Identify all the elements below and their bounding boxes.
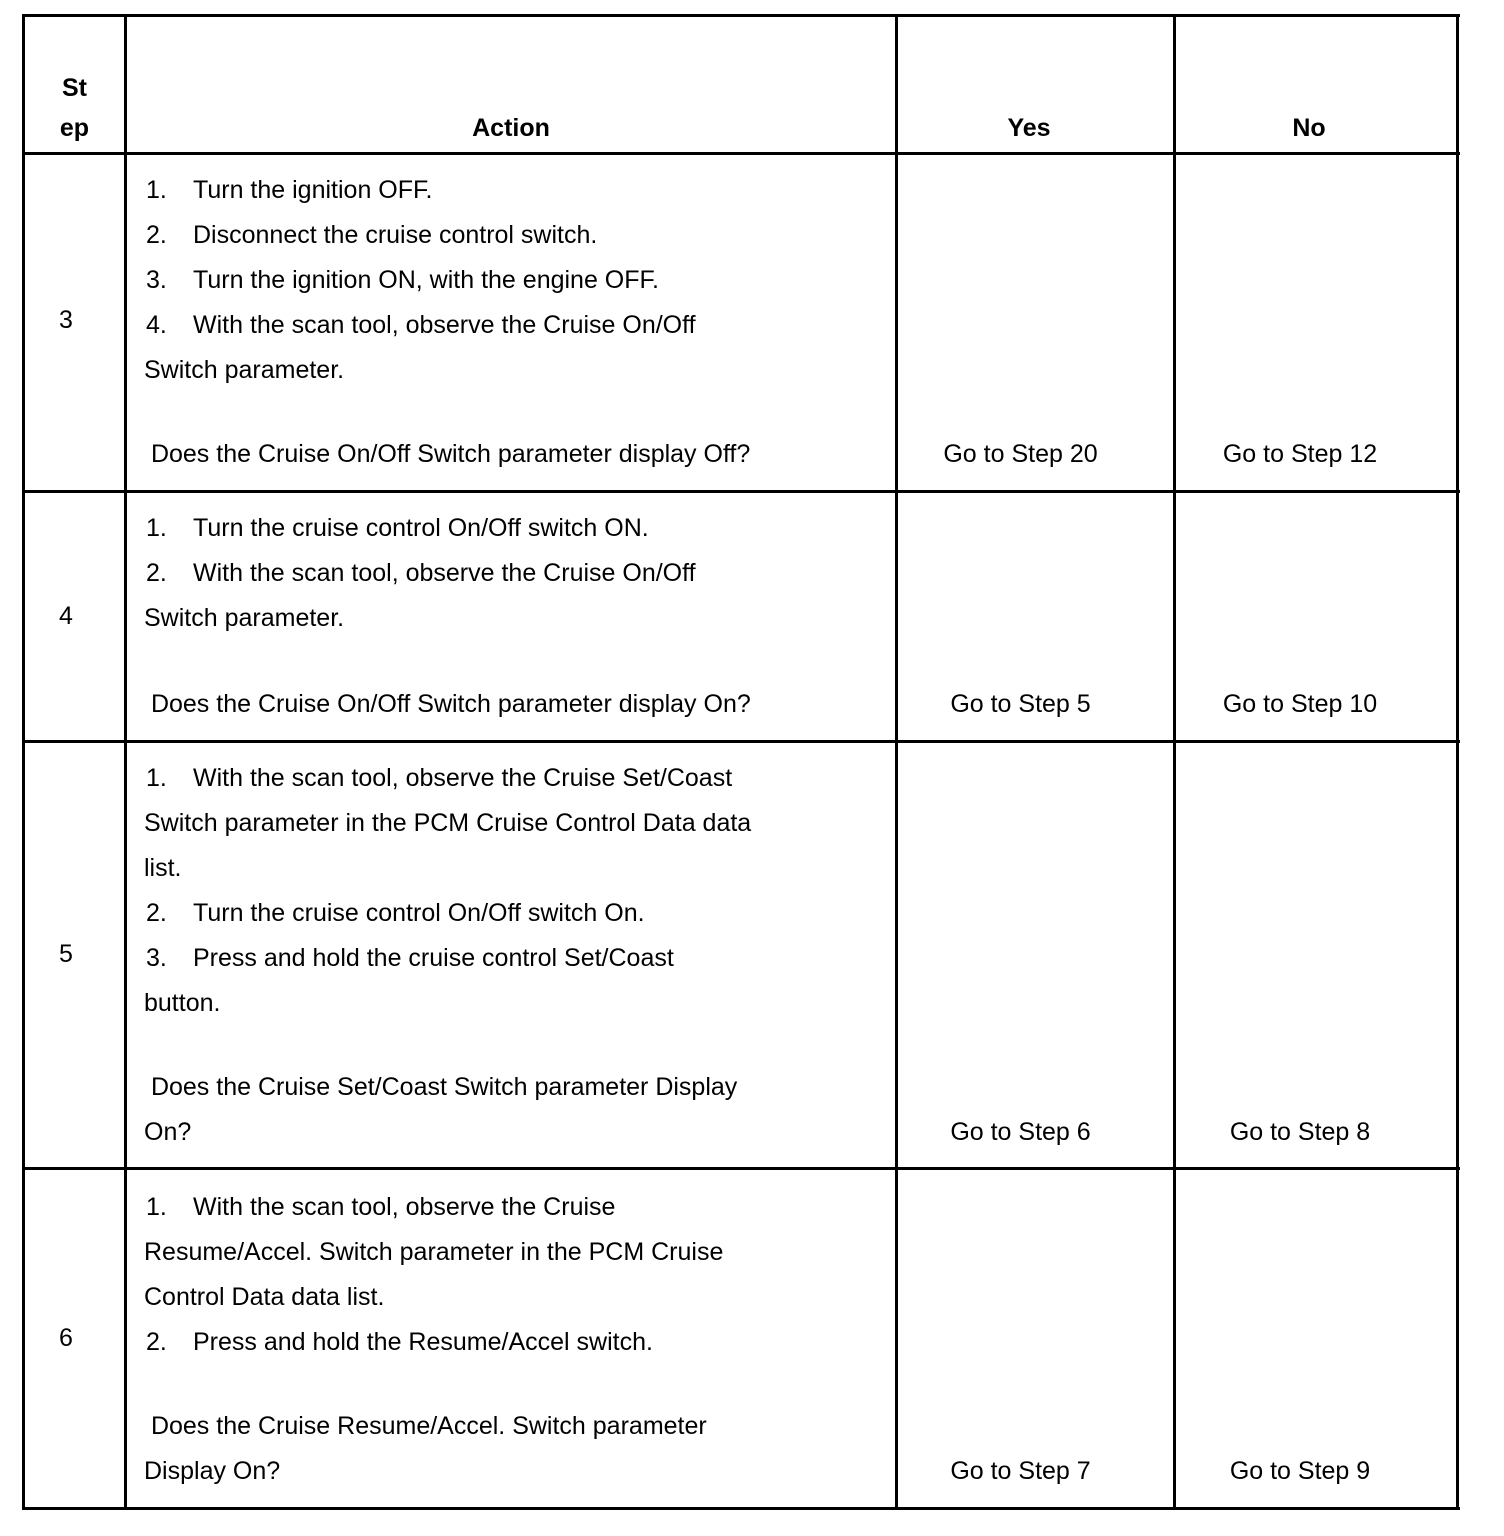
row-divider-header [22,152,1460,155]
action-step-line: 1. With the scan tool, observe the Cruise [146,1193,616,1221]
yes-result: Go to Step 7 [950,1457,1091,1485]
column-divider-action [895,14,898,1510]
table-border-bottom [22,1507,1460,1510]
row-divider-4 [22,740,1460,743]
action-question: Does the Cruise Resume/Accel. Switch parameter Display On? [144,1412,707,1485]
action-step-line: Switch parameter. [144,604,345,632]
no-result: Go to Step 9 [1229,1457,1371,1485]
action-steps [144,1185,723,1365]
header-no: No [1292,114,1326,142]
action-step-line: 3. Press and hold the cruise control Set/Coast [146,944,674,972]
header-yes: Yes [1007,114,1051,142]
action-step-line: 2. Turn the cruise control On/Off switch On. [146,899,645,927]
row-divider-5 [22,1167,1460,1170]
step-number: 5 [59,940,73,968]
action-step-line: button. [144,989,221,1017]
yes-result: Go to Step 20 [943,440,1098,468]
action-step-line: 2. With the scan tool, observe the Cruise On/Off [146,559,696,587]
header-action: Action [472,114,550,142]
action-question: Does the Cruise On/Off Switch parameter display Off? [144,440,751,468]
no-result: Go to Step 8 [1229,1118,1371,1146]
table-border-right [1456,14,1459,1510]
action-step-line: Switch parameter. [144,356,345,384]
header-step-line1: St [62,74,87,102]
action-question: Does the Cruise Set/Coast Switch parameter Display On? [144,1073,738,1146]
row-divider-3 [22,490,1460,493]
action-steps [144,168,696,393]
action-step-line: 3. Turn the ignition ON, with the engine OFF. [146,266,659,294]
no-result: Go to Step 10 [1222,690,1378,718]
action-step-line: 1. Turn the ignition OFF. [146,176,433,204]
table-border-top [22,14,1460,17]
action-step-line: Control Data data list. [144,1283,385,1311]
action-steps [144,506,696,641]
step-number: 6 [59,1324,73,1352]
yes-result: Go to Step 6 [950,1118,1091,1146]
column-divider-yes [1173,14,1176,1510]
action-step-line: list. [144,854,182,882]
action-step-line: 1. With the scan tool, observe the Cruise Set/Coast [146,764,733,792]
table-border-left [22,14,25,1510]
action-step-line: Switch parameter in the PCM Cruise Control Data data [144,809,752,837]
action-step-line: Resume/Accel. Switch parameter in the PCM Cruise [144,1238,724,1266]
action-step-line: 2. Disconnect the cruise control switch. [146,221,598,249]
action-question: Does the Cruise On/Off Switch parameter display On? [144,690,751,718]
step-number: 3 [59,306,73,334]
step-number: 4 [59,602,73,630]
header-step-line2: ep [59,114,90,142]
action-step-line: 2. Press and hold the Resume/Accel switch. [146,1328,653,1356]
column-divider-step [124,14,127,1510]
no-result: Go to Step 12 [1222,440,1378,468]
action-step-line: 1. Turn the cruise control On/Off switch ON. [146,514,649,542]
header-step [25,68,124,148]
yes-result: Go to Step 5 [950,690,1091,718]
action-step-line: 4. With the scan tool, observe the Cruise On/Off [146,311,696,339]
action-steps [144,756,751,1026]
